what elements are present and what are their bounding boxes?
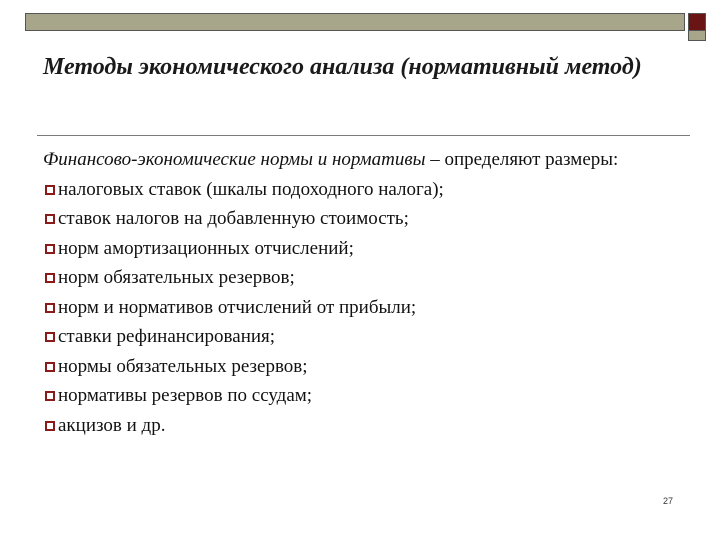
- corner-accent-square-lower: [688, 31, 706, 41]
- list-item-text: ставки рефинансирования;: [58, 326, 276, 347]
- top-decorative-bar: [25, 13, 685, 31]
- square-bullet-icon: [45, 421, 55, 431]
- title-divider: [37, 135, 690, 136]
- list-item-text: ставок налогов на добавленную стоимость;: [58, 208, 409, 229]
- list-item: [43, 204, 693, 234]
- intro-term: Финансово-экономические нормы и нормативы: [43, 149, 426, 170]
- list-item-text: нормы обязательных резервов;: [58, 355, 308, 377]
- square-bullet-icon: [45, 244, 55, 254]
- square-bullet-icon: [45, 273, 55, 283]
- square-bullet-icon: [45, 332, 55, 342]
- list-item: [43, 322, 693, 352]
- list-item-text: норм и нормативов отчислений от прибыли;: [58, 296, 417, 318]
- square-bullet-icon: [45, 391, 55, 401]
- slide-body: [43, 145, 693, 440]
- list-item-text: нормативы резервов по ссудам;: [58, 385, 313, 406]
- square-bullet-icon: [45, 303, 55, 313]
- corner-accent-square: [688, 13, 706, 31]
- list-item-text: норм обязательных резервов;: [58, 267, 295, 288]
- intro-paragraph: [43, 145, 693, 175]
- intro-text: – определяют размеры:: [425, 149, 619, 170]
- list-item: [43, 381, 693, 411]
- list-item: [43, 352, 693, 382]
- square-bullet-icon: [45, 362, 55, 372]
- list-item: [43, 175, 693, 205]
- list-item: [43, 293, 693, 323]
- list-item: [43, 263, 693, 293]
- list-item-text: норм амортизационных отчислений;: [58, 237, 354, 259]
- list-item: [43, 411, 693, 441]
- square-bullet-icon: [45, 185, 55, 195]
- bullet-list: [43, 175, 693, 441]
- square-bullet-icon: [45, 214, 55, 224]
- list-item-text: акцизов и др.: [58, 414, 166, 436]
- slide-title: Методы экономического анализа (нормативный метод): [43, 54, 642, 80]
- list-item: [43, 234, 693, 264]
- page-number: 27: [663, 496, 674, 506]
- list-item-text: налоговых ставок (шкалы подоходного налога);: [58, 178, 444, 200]
